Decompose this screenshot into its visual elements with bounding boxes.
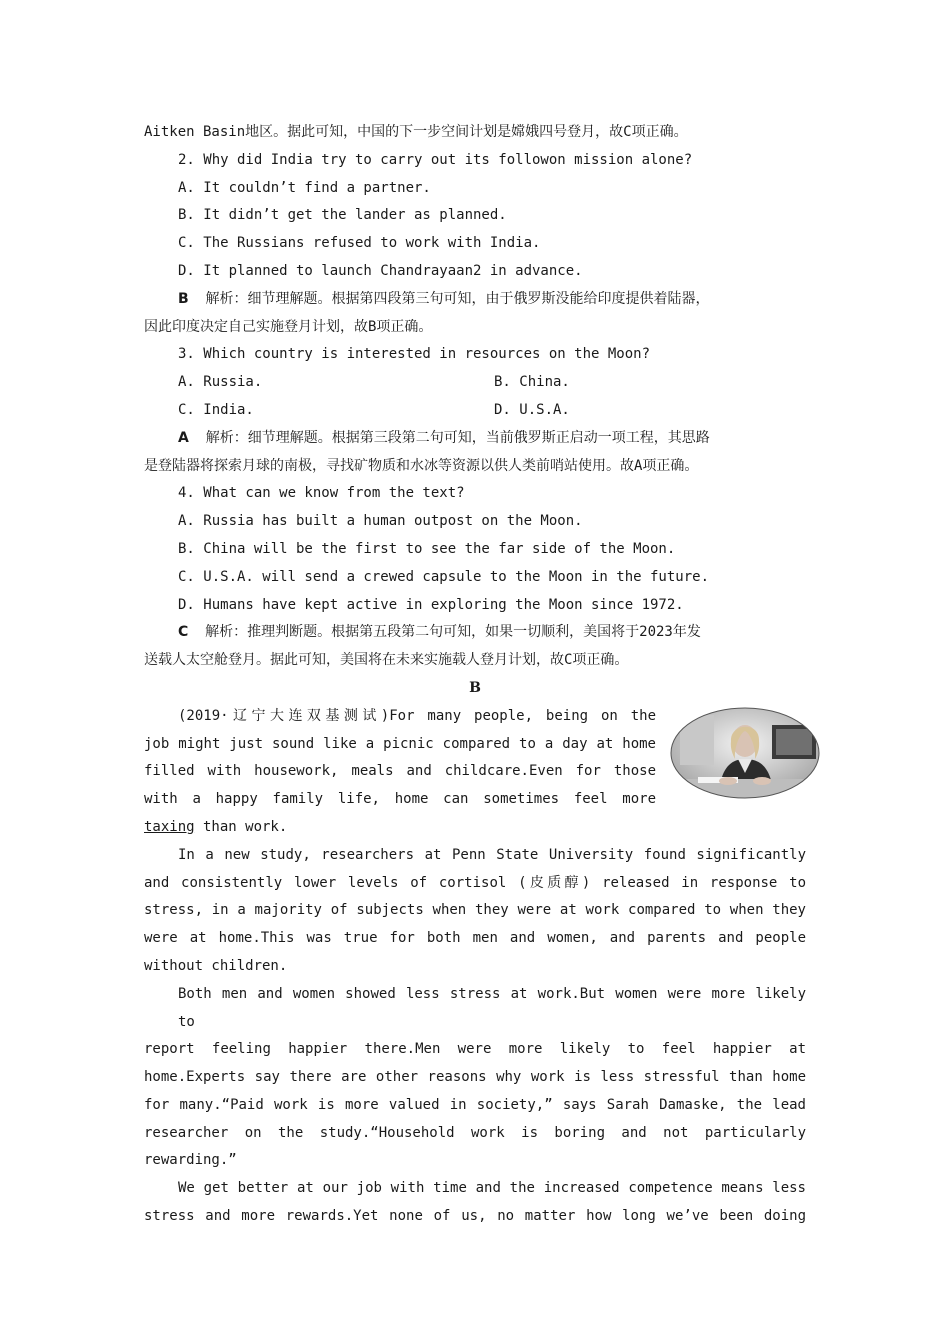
q3-options-row-1 [144, 369, 806, 397]
q3-analysis-cont: 是登陆器将探索月球的南极，寻找矿物质和水冰等资源以供人类前哨站使用。故A项正确。 [144, 457, 699, 474]
q4-analysis: C 解析：推理判断题。根据第五段第二句可知，如果一切顺利，美国将于2023年发 [178, 624, 701, 641]
para2-line: were at home.This was true for both men and women, and parents and people [144, 930, 806, 947]
underlined-word: taxing [144, 818, 195, 835]
para3-line: home.Experts say there are other reasons why work is less stressful than home [144, 1069, 806, 1086]
q3-answer: A [178, 429, 189, 446]
q2-question: 2. Why did India try to carry out its followon mission alone? [178, 151, 693, 168]
q1-analysis-end: Aitken Basin地区。据此可知，中国的下一步空间计划是嫦娥四号登月，故C项正确。 [144, 124, 688, 140]
q3-option-b: B. China. [494, 374, 570, 391]
q3-options-row-2 [144, 397, 806, 425]
q4-answer: C [178, 624, 189, 641]
q2-option-d: D. It planned to launch Chandrayaan2 in advance. [178, 262, 583, 279]
para2-line: stress, in a majority of subjects when they were at work compared to when they [144, 902, 806, 919]
para1-last-line: taxing than work. [144, 818, 288, 835]
para3-line: for many.“Paid work is more valued in society,” says Sarah Damaske, the lead [144, 1096, 806, 1113]
q3-analysis: A 解析：细节理解题。根据第三段第二句可知，当前俄罗斯正启动一项工程，其思路 [178, 429, 710, 446]
q2-option-b: B. It didn’t get the lander as planned. [178, 207, 507, 224]
para2-line: In a new study, researchers at Penn State University found significantly [178, 846, 806, 863]
para1-line: job might just sound like a picnic compared to a day at home [144, 735, 656, 752]
para1-line: filled with housework, meals and childcare.Even for those [144, 763, 656, 780]
para3-line: report feeling happier there.Men were more likely to feel happier at [144, 1041, 806, 1058]
q4-option-c: C. U.S.A. will send a crewed capsule to the Moon in the future. [178, 568, 710, 585]
q4-option-d: D. Humans have kept active in exploring the Moon since 1972. [178, 596, 684, 613]
section-b-intro [144, 703, 806, 842]
section-b-heading: B [469, 679, 481, 696]
para3-line: Both men and women showed less stress at work.But women were more likely to [178, 985, 806, 1030]
q4-analysis-cont: 送载人太空舱登月。据此可知，美国将在未来实施载人登月计划，故C项正确。 [144, 652, 629, 669]
q3-option-c: C. India. [178, 401, 254, 418]
q4-question: 4. What can we know from the text? [178, 485, 465, 502]
para3-line: researcher on the study.“Household work is boring and not particularly [144, 1124, 806, 1141]
office-woman-photo [670, 707, 820, 799]
para2-line: and consistently lower levels of cortisol (皮质醇) released in response to [144, 874, 806, 891]
q2-analysis: B 解析：细节理解题。根据第四段第三句可知，由于俄罗斯没能给印度提供着陆器， [178, 290, 710, 307]
q3-option-a: A. Russia. [178, 374, 263, 391]
q2-option-c: C. The Russians refused to work with India. [178, 235, 541, 252]
document-page [144, 119, 806, 1231]
q2-option-a: A. It couldn’t find a partner. [178, 179, 431, 196]
para4-line: We get better at our job with time and the increased competence means less [178, 1180, 806, 1197]
q4-option-b: B. China will be the first to see the far side of the Moon. [178, 540, 676, 557]
q2-answer: B [178, 290, 189, 307]
para1-line: (2019·辽宁大连双基测试)For many people, being on the [178, 707, 656, 724]
q4-option-a: A. Russia has built a human outpost on the Moon. [178, 513, 583, 530]
para4-line: stress and more rewards.Yet none of us, no matter how long we’ve been doing [144, 1208, 806, 1225]
q2-analysis-cont: 因此印度决定自己实施登月计划，故B项正确。 [144, 318, 433, 335]
para2-last-line: without children. [144, 957, 288, 974]
q3-option-d: D. U.S.A. [494, 401, 570, 418]
para3-last-line: rewarding.” [144, 1152, 237, 1169]
para1-line: with a happy family life, home can sometimes feel more [144, 791, 656, 808]
q3-question: 3. Which country is interested in resources on the Moon? [178, 346, 651, 363]
